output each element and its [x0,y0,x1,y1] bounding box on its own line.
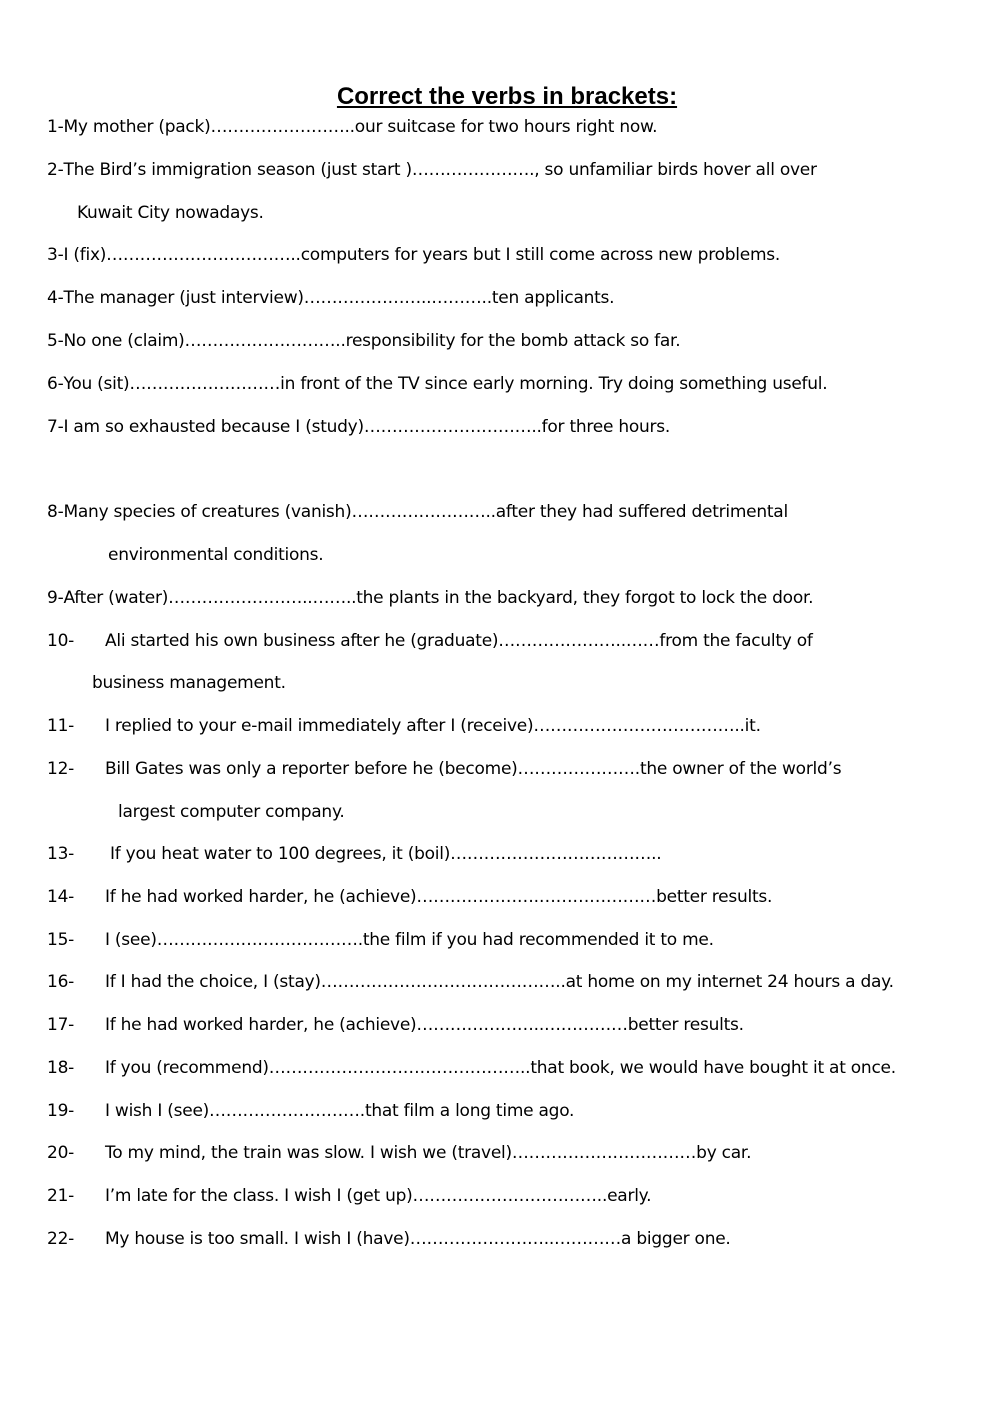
item-text: Ali started his own business after he (graduate)…………………..……from the faculty of [105,631,813,651]
exercise-item [47,1014,744,1036]
item-number: 20- [47,1143,75,1163]
item-text: I (fix)……………………………..computers for years but I still come across new problems. [63,245,781,265]
item-number: 19- [47,1101,75,1121]
exercise-item [47,843,661,865]
item-continuation: business management. [92,673,286,693]
item-number: 14- [47,887,75,907]
item-text: I replied to your e-mail immediately after I (receive)………………………………..it. [105,716,761,736]
item-text: If he had worked harder, he (achieve)…………………..……………better results. [105,1015,744,1035]
exercise-item [47,1185,651,1207]
item-text: Bill Gates was only a reporter before he (become)………………….the owner of the world’s [105,759,842,779]
exercise-item [47,715,761,737]
item-text: If I had the choice, I (stay)……………………………………..at home on my internet 24 hours a day. [105,972,894,992]
exercise-item [47,244,780,266]
item-text: You (sit)………………………in front of the TV since early morning. Try doing something useful. [63,374,828,394]
item-number: 11- [47,716,75,736]
exercise-item [47,1100,574,1122]
item-number: 5- [47,331,64,351]
exercise-item [47,287,614,309]
item-number: 7- [47,417,64,437]
exercise-item [47,159,817,181]
item-number: 21- [47,1186,75,1206]
item-number: 3- [47,245,64,265]
item-text: My house is too small. I wish I (have)……………………..…………a bigger one. [105,1229,731,1249]
exercise-item [47,330,680,352]
item-number: 15- [47,930,75,950]
item-number: 2- [47,160,64,180]
item-number: 13- [47,844,75,864]
item-text: No one (claim)………………………..responsibility for the bomb attack so far. [63,331,681,351]
item-number: 12- [47,759,75,779]
item-text: I wish I (see)……………………….that film a long time ago. [105,1101,575,1121]
exercise-item [47,116,657,138]
item-text: To my mind, the train was slow. I wish we (travel)……………………………by car. [105,1143,752,1163]
exercise-item [47,501,788,523]
item-number: 4- [47,288,64,308]
item-text: If he had worked harder, he (achieve)………………….…………………better results. [105,887,773,907]
item-number: 18- [47,1058,75,1078]
item-number: 22- [47,1229,75,1249]
exercise-item [47,1228,731,1250]
item-number: 16- [47,972,75,992]
item-number: 10- [47,631,75,651]
item-number: 9- [47,588,64,608]
item-continuation: largest computer company. [118,802,345,822]
item-continuation: environmental conditions. [108,545,324,565]
exercise-item [47,416,670,438]
item-text: I’m late for the class. I wish I (get up)……………………………..early. [105,1186,652,1206]
item-text: The Bird’s immigration season (just start )…………………., so unfamiliar birds hover all over [63,160,817,180]
item-number: 17- [47,1015,75,1035]
exercise-item [47,373,827,395]
item-number: 6- [47,374,64,394]
exercise-item [47,1142,751,1164]
exercise-item [47,886,772,908]
item-text: Many species of creatures (vanish)……………………..after they had suffered detrimental [63,502,788,522]
item-text: If you (recommend)………………………………………..that book, we would have bought it at once. [105,1058,896,1078]
exercise-item [47,630,813,652]
item-text: I (see)……………………………….the film if you had recommended it to me. [105,930,714,950]
exercise-item [47,929,714,951]
item-number: 1- [47,117,64,137]
page-title: Correct the verbs in brackets: [336,83,678,110]
exercise-item [47,1057,896,1079]
item-continuation: Kuwait City nowadays. [77,203,264,223]
item-number: 8- [47,502,64,522]
item-text: If you heat water to 100 degrees, it (boil)……………………………….. [110,844,662,864]
item-text: My mother (pack)……………………..our suitcase for two hours right now. [63,117,658,137]
item-text: I am so exhausted because I (study)…………………………..for three hours. [63,417,671,437]
exercise-item [47,971,894,993]
item-text: After (water)……………………..……..the plants in the backyard, they forgot to lock the door. [63,588,814,608]
exercise-item [47,587,813,609]
exercise-item [47,758,841,780]
item-text: The manager (just interview)…………………..………..ten applicants. [63,288,615,308]
